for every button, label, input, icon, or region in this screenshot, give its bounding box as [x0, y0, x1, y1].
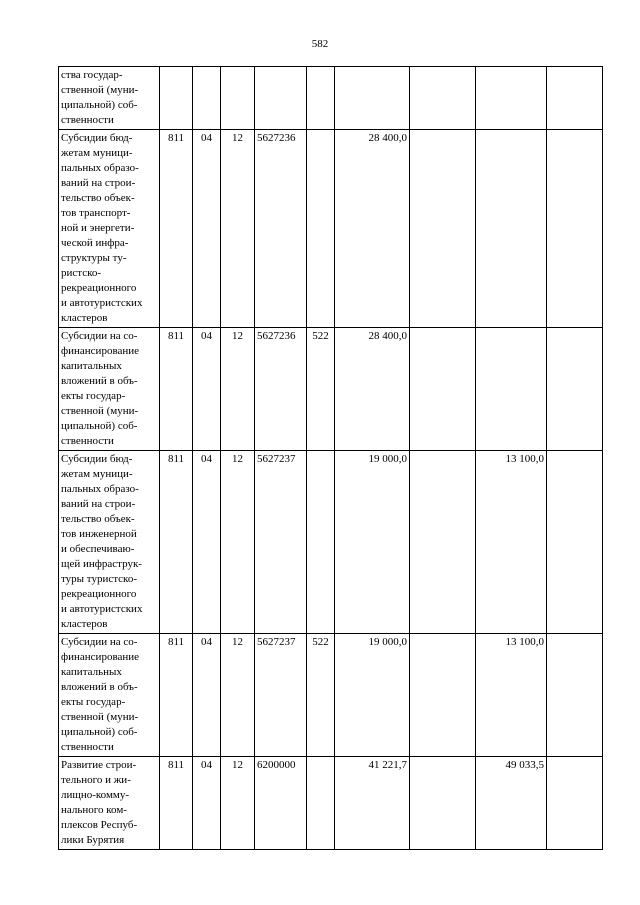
row-name-text: Субсидии на со- финансирование капитальных вложений в объ- екты государ- ственной (муни- ципальной) соб- ственности	[61, 330, 140, 447]
amount-col-4-cell	[547, 451, 603, 634]
admin-code-cell	[160, 67, 193, 130]
row-name-text: Субсидии бюд- жетам муници- пальных образо- ваний на строи- тельство объек- тов транспорт- ной и энергети- ческой инфра- структуры ту- ристско- рекреационного и автотуристских кластеров	[61, 132, 143, 324]
row-name-cell	[59, 67, 160, 130]
amount-col-4-cell	[547, 130, 603, 328]
subsection-cell: 12	[221, 130, 255, 328]
amount-cell	[335, 67, 410, 130]
subsection-cell: 12	[221, 634, 255, 757]
section-cell: 04	[193, 451, 221, 634]
target-article-cell	[255, 67, 307, 130]
amount-col-4-cell	[547, 67, 603, 130]
amount-col-3-cell	[476, 130, 547, 328]
table-row	[59, 130, 603, 328]
admin-code-cell: 811	[160, 451, 193, 634]
amount-cell: 19 000,0	[335, 634, 410, 757]
amount-col-4-cell	[547, 634, 603, 757]
expense-type-cell	[307, 451, 335, 634]
expense-type-cell	[307, 130, 335, 328]
table-row	[59, 328, 603, 451]
amount-cell: 19 000,0	[335, 451, 410, 634]
target-article-cell: 5627236	[255, 130, 307, 328]
amount-col-2-cell	[410, 328, 476, 451]
budget-table	[58, 66, 603, 850]
amount-col-2-cell	[410, 634, 476, 757]
amount-cell: 28 400,0	[335, 130, 410, 328]
admin-code-cell: 811	[160, 130, 193, 328]
section-cell: 04	[193, 757, 221, 850]
expense-type-cell: 522	[307, 328, 335, 451]
target-article-cell: 5627237	[255, 634, 307, 757]
target-article-cell: 6200000	[255, 757, 307, 850]
amount-col-3-cell	[476, 67, 547, 130]
table-row	[59, 757, 603, 850]
admin-code-cell: 811	[160, 634, 193, 757]
amount-cell: 41 221,7	[335, 757, 410, 850]
row-name-text: Субсидии бюд- жетам муници- пальных образо- ваний на строи- тельство объек- тов инженерной и обеспечиваю- щей инфраструк- туры туристско- рекреационного и автотуристских кластеров	[61, 453, 143, 630]
amount-col-2-cell	[410, 451, 476, 634]
row-name-cell	[59, 757, 160, 850]
amount-col-4-cell	[547, 328, 603, 451]
target-article-cell: 5627237	[255, 451, 307, 634]
expense-type-cell	[307, 67, 335, 130]
row-name-cell	[59, 451, 160, 634]
table-row	[59, 67, 603, 130]
row-name-cell	[59, 130, 160, 328]
amount-col-3-cell: 49 033,5	[476, 757, 547, 850]
subsection-cell	[221, 67, 255, 130]
section-cell: 04	[193, 634, 221, 757]
amount-col-3-cell	[476, 328, 547, 451]
amount-col-2-cell	[410, 67, 476, 130]
expense-type-cell	[307, 757, 335, 850]
row-name-text: Субсидии на со- финансирование капитальных вложений в объ- екты государ- ственной (муни- ципальной) соб- ственности	[61, 636, 140, 753]
row-name-cell	[59, 328, 160, 451]
expense-type-cell: 522	[307, 634, 335, 757]
amount-col-2-cell	[410, 130, 476, 328]
subsection-cell: 12	[221, 451, 255, 634]
section-cell: 04	[193, 130, 221, 328]
amount-col-3-cell: 13 100,0	[476, 451, 547, 634]
table-row	[59, 634, 603, 757]
subsection-cell: 12	[221, 328, 255, 451]
row-name-text: ства государ- ственной (муни- ципальной) соб- ственности	[61, 69, 139, 126]
subsection-cell: 12	[221, 757, 255, 850]
table-row	[59, 451, 603, 634]
amount-col-3-cell: 13 100,0	[476, 634, 547, 757]
row-name-cell	[59, 634, 160, 757]
target-article-cell: 5627236	[255, 328, 307, 451]
admin-code-cell: 811	[160, 328, 193, 451]
section-cell: 04	[193, 328, 221, 451]
page-number: 582	[311, 38, 329, 50]
amount-cell: 28 400,0	[335, 328, 410, 451]
amount-col-2-cell	[410, 757, 476, 850]
row-name-text: Развитие строи- тельного и жи- лищно-комму- нального ком- плексов Респуб- лики Бурятия	[61, 759, 138, 846]
amount-col-4-cell	[547, 757, 603, 850]
section-cell	[193, 67, 221, 130]
admin-code-cell: 811	[160, 757, 193, 850]
